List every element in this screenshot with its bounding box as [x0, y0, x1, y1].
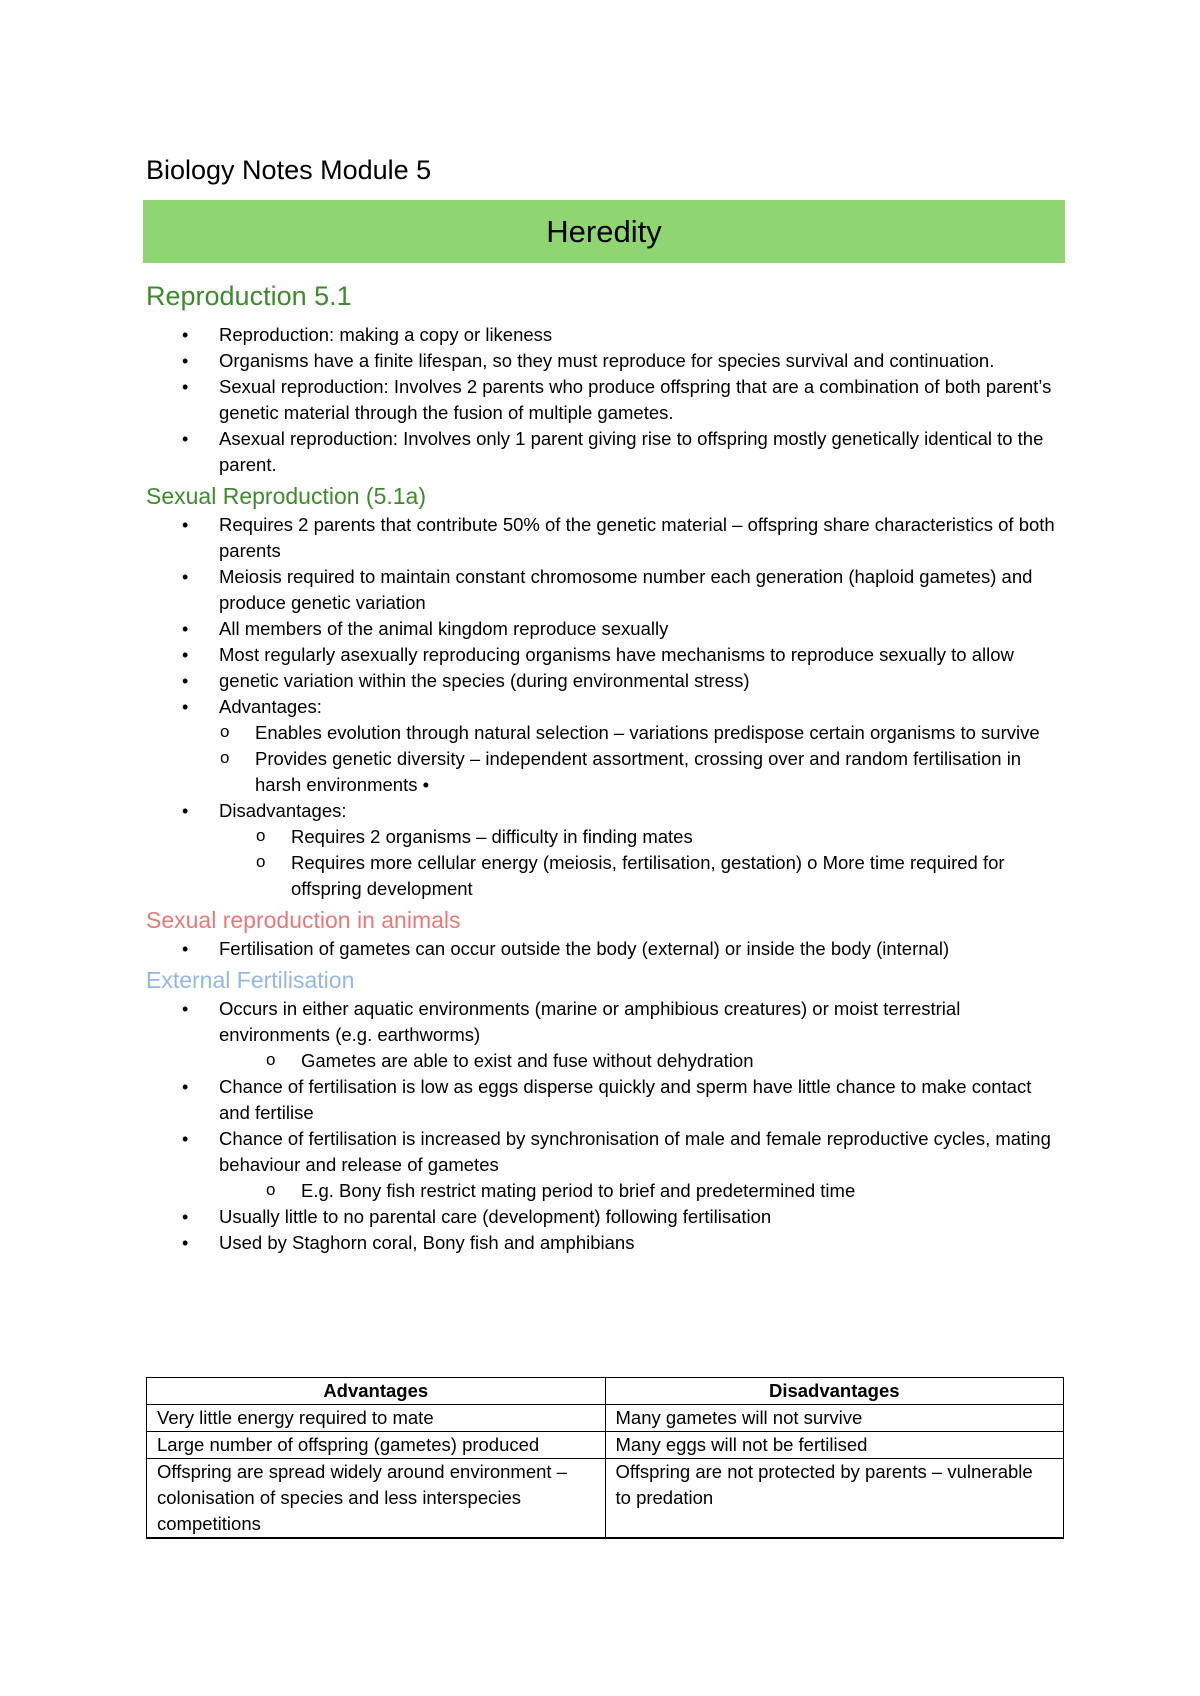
sub-list-item: o Provides genetic diversity – independent assortment, crossing over and random fertilisation in harsh environments •: [219, 746, 1066, 798]
document-title: Biology Notes Module 5: [146, 155, 432, 185]
sexual-reproduction-list: [146, 512, 1066, 902]
heading-sexual-reproduction-animals: Sexual reproduction in animals: [146, 907, 461, 933]
external-fertilisation-list: [146, 996, 1066, 1256]
table-cell: Many eggs will not be fertilised: [605, 1432, 1064, 1459]
list-item: • Most regularly asexually reproducing organisms have mechanisms to reproduce sexually to allow: [146, 642, 1066, 668]
list-item: • Organisms have a finite lifespan, so they must reproduce for species survival and continuation.: [146, 348, 1066, 374]
list-item: • Requires 2 parents that contribute 50% of the genetic material – offspring share characteristics of both parents: [146, 512, 1066, 564]
heading-reproduction: Reproduction 5.1: [146, 281, 352, 311]
list-item: • Meiosis required to maintain constant chromosome number each generation (haploid gametes) and produce genetic variation: [146, 564, 1066, 616]
list-item: • Sexual reproduction: Involves 2 parents who produce offspring that are a combination of both parent’s genetic material through the fusion of multiple gametes.: [146, 374, 1066, 426]
table-row: [147, 1432, 1064, 1459]
sub-list-item: o E.g. Bony fish restrict mating period to brief and predetermined time: [219, 1178, 1066, 1204]
list-item: • Chance of fertilisation is low as eggs disperse quickly and sperm have little chance to make contact and fertilise: [146, 1074, 1066, 1126]
heading-external-fertilisation: External Fertilisation: [146, 967, 355, 993]
table-row: [147, 1459, 1064, 1539]
advantages-sublist: [219, 720, 1066, 798]
sub-list-item: o Requires 2 organisms – difficulty in finding mates: [219, 824, 1066, 850]
table-header-disadvantages: Disadvantages: [605, 1378, 1064, 1405]
disadvantages-label: Disadvantages:: [219, 800, 347, 821]
external-sublist-2: [219, 1178, 1066, 1204]
list-item: • Asexual reproduction: Involves only 1 parent giving rise to offspring mostly genetically identical to the parent.: [146, 426, 1066, 478]
table-header-advantages: Advantages: [147, 1378, 606, 1405]
table-header-row: [147, 1378, 1064, 1405]
list-item: • genetic variation within the species (during environmental stress): [146, 668, 1066, 694]
table-cell: Many gametes will not survive: [605, 1405, 1064, 1432]
table-cell: Large number of offspring (gametes) produced: [147, 1432, 606, 1459]
table-row: [147, 1405, 1064, 1432]
advantages-disadvantages-table: [146, 1377, 1064, 1539]
list-item: [146, 996, 1066, 1074]
disadvantages-sublist: [219, 824, 1066, 902]
list-item: • Reproduction: making a copy or likeness: [146, 322, 1066, 348]
heading-sexual-reproduction: Sexual Reproduction (5.1a): [146, 483, 426, 509]
advantages-label: Advantages:: [219, 696, 322, 717]
list-item-text: Occurs in either aquatic environments (marine or amphibious creatures) or moist terrestrial environments (e.g. earthworms): [219, 998, 961, 1045]
sub-list-item: o Requires more cellular energy (meiosis, fertilisation, gestation) o More time required for offspring development: [219, 850, 1066, 902]
table-cell: Offspring are spread widely around environment – colonisation of species and less interspecies competitions: [147, 1459, 606, 1539]
list-item: • Fertilisation of gametes can occur outside the body (external) or inside the body (internal): [146, 936, 1066, 962]
reproduction-list: [146, 322, 1066, 478]
list-item-advantages: [146, 694, 1066, 798]
sub-list-item: o Enables evolution through natural selection – variations predispose certain organisms to survive: [219, 720, 1066, 746]
heredity-banner: Heredity: [143, 200, 1065, 263]
table-cell: Offspring are not protected by parents – vulnerable to predation: [605, 1459, 1064, 1539]
list-item: [146, 1126, 1066, 1204]
list-item: • All members of the animal kingdom reproduce sexually: [146, 616, 1066, 642]
list-item-disadvantages: [146, 798, 1066, 902]
list-item: • Usually little to no parental care (development) following fertilisation: [146, 1204, 1066, 1230]
external-sublist-1: [219, 1048, 1066, 1074]
table-cell: Very little energy required to mate: [147, 1405, 606, 1432]
list-item-text: Chance of fertilisation is increased by synchronisation of male and female reproductive cycles, mating behaviour and release of gametes: [219, 1128, 1051, 1175]
animals-list: [146, 936, 1066, 962]
notes-content: [146, 270, 1066, 1256]
list-item: • Used by Staghorn coral, Bony fish and amphibians: [146, 1230, 1066, 1256]
sub-list-item: o Gametes are able to exist and fuse without dehydration: [219, 1048, 1066, 1074]
